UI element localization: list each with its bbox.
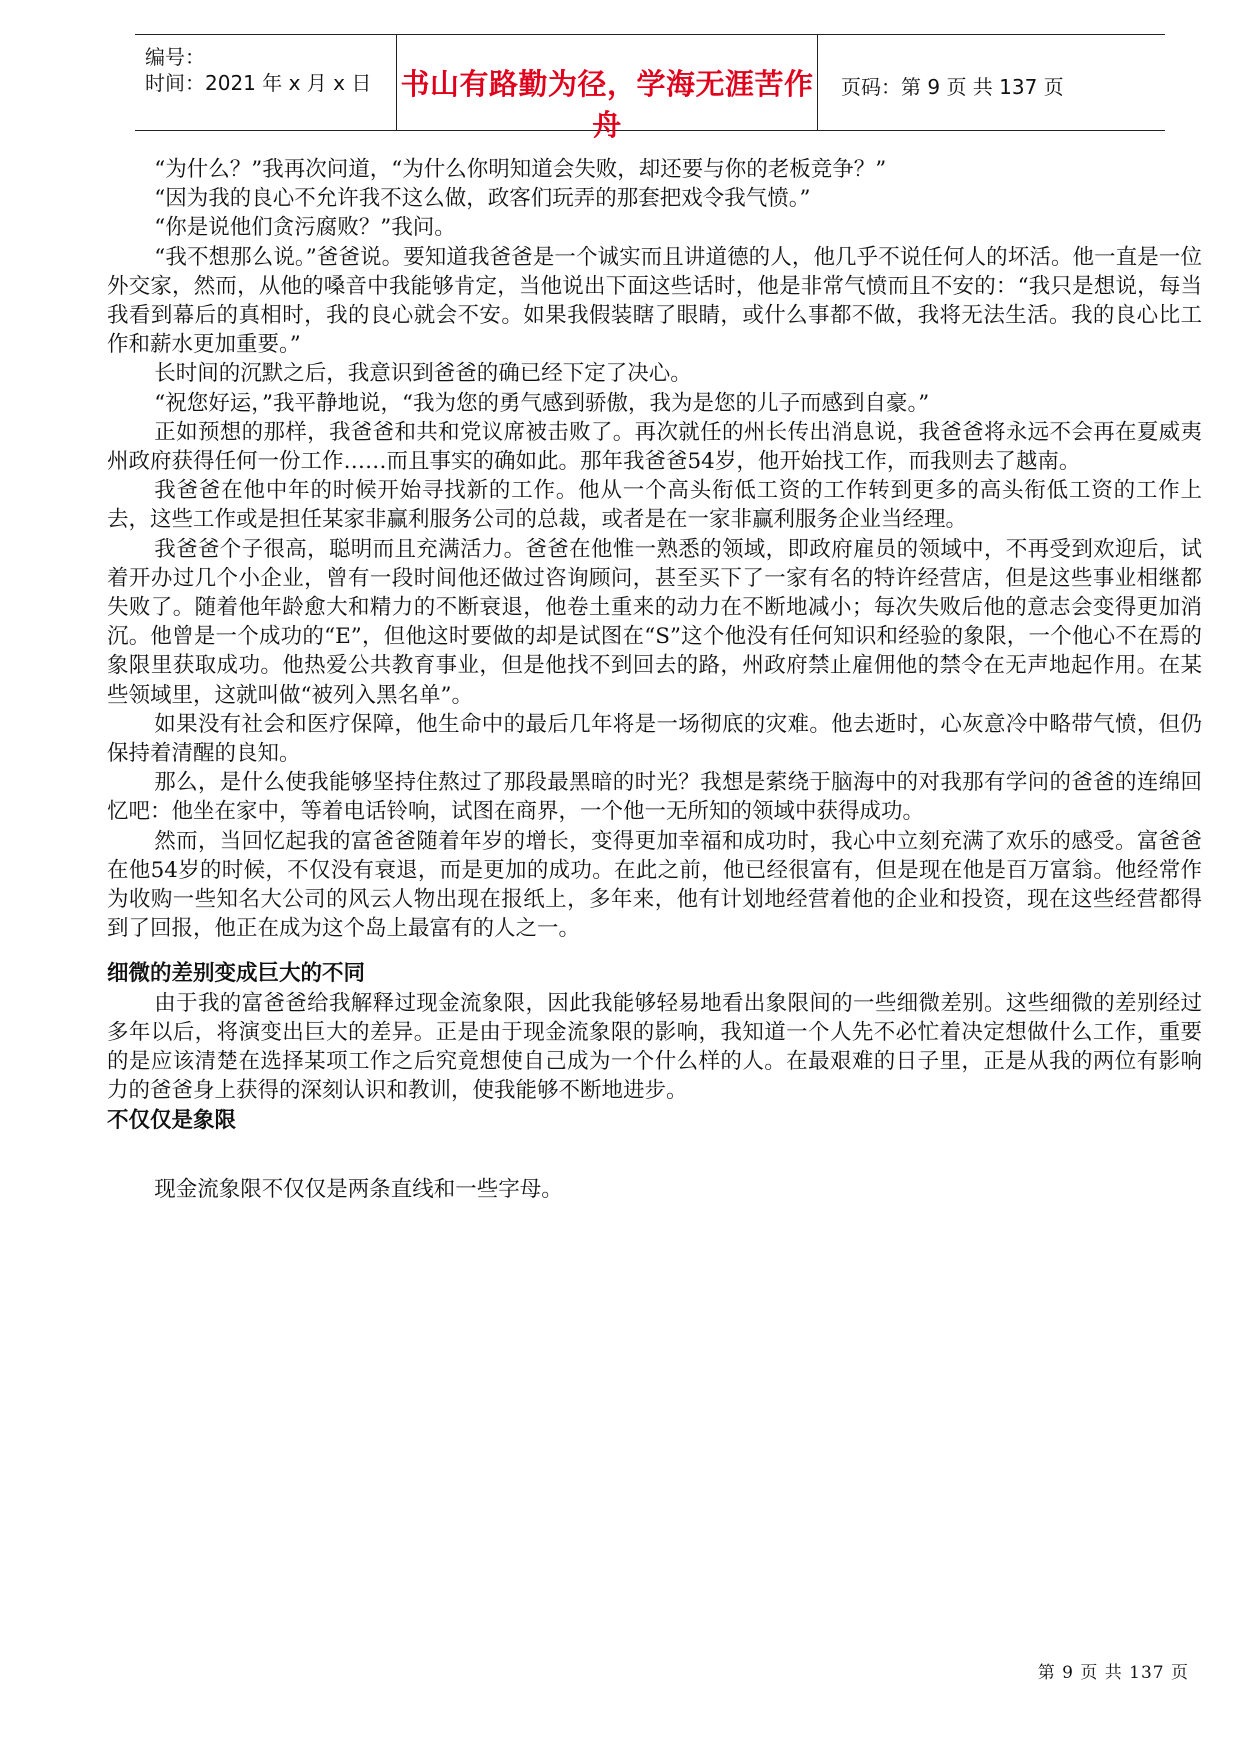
document-header bbox=[135, 34, 1165, 142]
paragraph: 我爸爸在他中年的时候开始寻找新的工作。他从一个高头衔低工资的工作转到更多的高头衔低工资的工作上去，这些工作或是担任某家非赢利服务公司的总裁，或者是在一家非赢利服务企业当经理。 bbox=[107, 478, 1202, 533]
document-number-label: 编号： bbox=[145, 45, 205, 69]
header-page-label: 页码：第 9 页 共 137 页 bbox=[841, 75, 1064, 99]
paragraph: 然而，当回忆起我的富爸爸随着年岁的增长，变得更加幸福和成功时，我心中立刻充满了欢乐的感受。富爸爸在他54岁的时候，不仅没有衰退，而是更加的成功。在此之前，他已经很富有，但是现在他是百万富翁。他经常作为收购一些知名大公司的风云人物出现在报纸上，多年来，他有计划地经营着他的企业和投资，现在这些经营都得到了回报，他正在成为这个岛上最富有的人之一。 bbox=[107, 828, 1202, 942]
header-page-cell bbox=[831, 35, 1161, 130]
spacer bbox=[107, 943, 1202, 959]
paragraph: 那么，是什么使我能够坚持住熬过了那段最黑暗的时光？我想是萦绕于脑海中的对我那有学问的爸爸的连绵回忆吧：他坐在家中，等着电话铃响，试图在商界，一个他一无所知的领域中获得成功。 bbox=[107, 770, 1202, 825]
header-motto-cell bbox=[396, 35, 818, 142]
paragraph: 现金流象限不仅仅是两条直线和一些字母。 bbox=[154, 1176, 563, 1202]
section-heading: 不仅仅是象限 bbox=[107, 1107, 237, 1133]
spacer bbox=[107, 1135, 1202, 1175]
paragraph: 如果没有社会和医疗保障，他生命中的最后几年将是一场彻底的灾难。他去逝时，心灰意冷中略带气愤，但仍保持着清醒的良知。 bbox=[107, 711, 1202, 767]
paragraph: “祝您好运，”我平静地说，“我为您的勇气感到骄傲，我为是您的儿子而感到自豪。” bbox=[154, 390, 930, 416]
paragraph: “我不想那么说。”爸爸说。要知道我爸爸是一个诚实而且讲道德的人，他几乎不说任何人的坏活。他一直是一位外交家，然而，从他的嗓音中我能够肯定，当他说出下面这些话时，他是非常气愤而且不安的：“我只是想说，每当我看到幕后的真相时，我的良心就会不安。如果我假装瞎了眼睛，或什么事都不做，我将无法生活。我的良心比工作和薪水更加重要。” bbox=[107, 244, 1202, 358]
paragraph: 由于我的富爸爸给我解释过现金流象限，因此我能够轻易地看出象限间的一些细微差别。这些细微的差别经过多年以后，将演变出巨大的差异。正是由于现金流象限的影响，我知道一个人先不必忙着决定想做什么工作，重要的是应该清楚在选择某项工作之后究竟想使自己成为一个什么样的人。在最艰难的日子里，正是从我的两位有影响力的爸爸身上获得的深刻认识和教训，使我能够不断地进步。 bbox=[107, 990, 1202, 1104]
paragraph: 我爸爸个子很高，聪明而且充满活力。爸爸在他惟一熟悉的领域，即政府雇员的领域中，不再受到欢迎后，试着开办过几个小企业，曾有一段时间他还做过咨询顾问，甚至买下了一家有名的特许经营店，但是这些事业相继都失败了。随着他年龄愈大和精力的不断衰退，他卷土重来的动力在不断地减小；每次失败后他的意志会变得更加消沉。他曾是一个成功的“E”，但他这时要做的却是试图在“S”这个他没有任何知识和经验的象限，一个他心不在焉的象限里获取成功。他热爱公共教育事业，但是他找不到回去的路，州政府禁止雇佣他的禁令在无声地起作用。在某些领域里，这就叫做“被列入黑名单”。 bbox=[107, 536, 1202, 708]
paragraph: “为什么？”我再次问道，“为什么你明知道会失败，却还要与你的老板竞争？” bbox=[154, 157, 887, 182]
paragraph: “因为我的良心不允许我不这么做，政客们玩弄的那套把戏令我气愤。” bbox=[154, 186, 811, 212]
paragraph: “你是说他们贪污腐败？”我问。 bbox=[154, 215, 456, 241]
document-body bbox=[107, 155, 1202, 1204]
paragraph: 正如预想的那样，我爸爸和共和党议席被击败了。再次就任的州长传出消息说，我爸爸将永远不会再在夏威夷州政府获得任何一份工作……而且事实的确如此。那年我爸爸54岁，他开始找工作，而我则去了越南。 bbox=[107, 419, 1202, 475]
header-motto: 书山有路勤为径，学海无涯苦作舟 bbox=[400, 67, 814, 142]
document-time-label: 时间：2021 年 x 月 x 日 bbox=[145, 71, 372, 95]
section-heading: 细微的差别变成巨大的不同 bbox=[107, 961, 366, 987]
page-footer: 第 9 页 共 137 页 bbox=[1037, 1663, 1189, 1683]
paragraph: 长时间的沉默之后，我意识到爸爸的确已经下定了决心。 bbox=[154, 361, 692, 387]
